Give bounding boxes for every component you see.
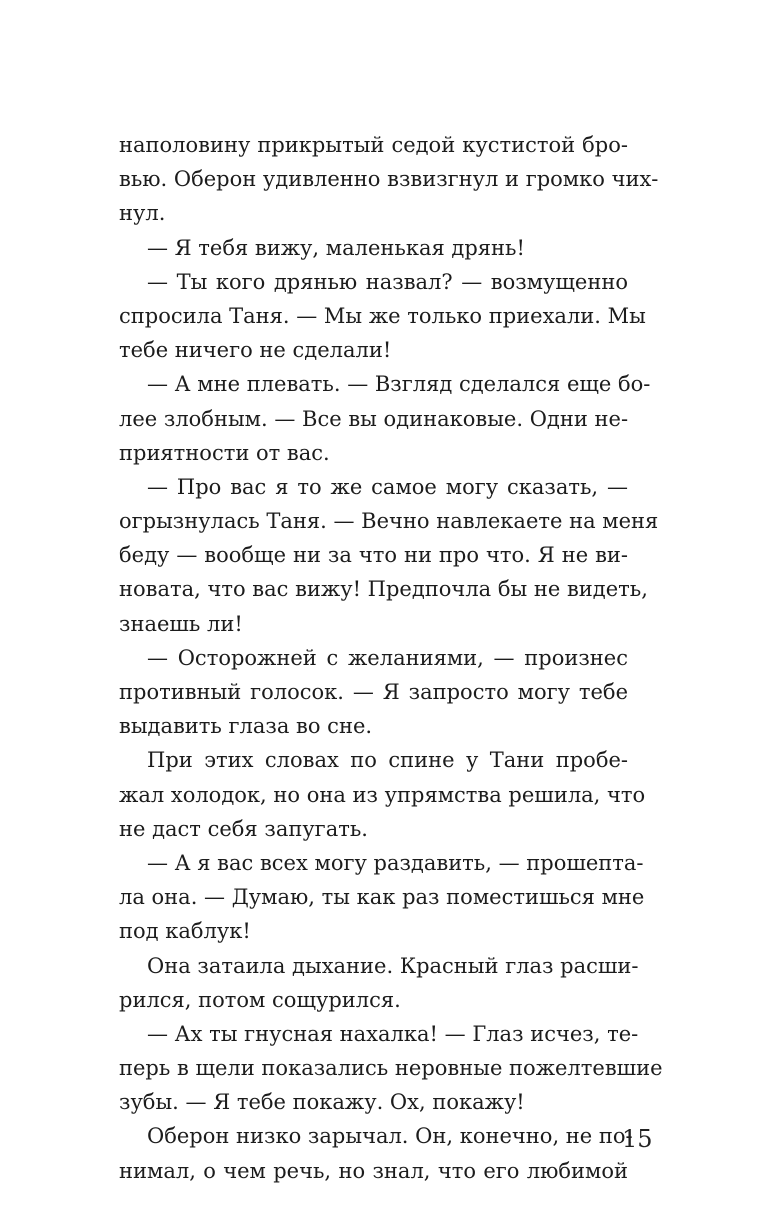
- text-line: — Ах ты гнусная нахалка! — Глаз исчез, те-: [147, 1021, 639, 1046]
- text-line: ла она. — Думаю, ты как раз поместишься мне: [119, 885, 645, 910]
- text-line: новата, что вас вижу! Предпочла бы не видеть,: [119, 577, 648, 602]
- text-line: приятности от вас.: [119, 440, 330, 465]
- text-line: — А мне плевать. — Взгляд сделался еще бо-: [147, 372, 651, 397]
- text-line: Оберон низко зарычал. Он, конечно, не по-: [147, 1124, 633, 1149]
- text-line: тебе ничего не сделали!: [119, 338, 392, 363]
- text-line: — Я тебя вижу, маленькая дрянь!: [147, 235, 525, 260]
- text-line: — А я вас всех могу раздавить, — прошепта-: [147, 850, 644, 875]
- text-line: спросила Таня. — Мы же только приехали. Мы: [119, 303, 646, 328]
- text-line: беду — вообще ни за что ни про что. Я не ви-: [119, 543, 628, 568]
- text-line: — Осторожней с желаниями, — произнес: [147, 645, 628, 670]
- text-line: перь в щели показались неровные пожелтевшие: [119, 1056, 663, 1081]
- text-line: не даст себя запугать.: [119, 816, 368, 841]
- text-line: нул.: [119, 201, 166, 226]
- text-line: огрызнулась Таня. — Вечно навлекаете на меня: [119, 509, 659, 534]
- text-line: знаешь ли!: [119, 611, 243, 636]
- text-line: лее злобным. — Все вы одинаковые. Одни не-: [119, 406, 629, 431]
- text-line: выдавить глаза во сне.: [119, 714, 373, 739]
- page-number: 15: [622, 1125, 653, 1153]
- text-line: жал холодок, но она из упрямства решила, что: [119, 782, 646, 807]
- text-line: наполовину прикрытый седой кустистой бро-: [119, 133, 628, 157]
- text-line: нимал, о чем речь, но знал, что его любимой: [119, 1158, 628, 1183]
- text-line: Она затаила дыхание. Красный глаз расши-: [147, 953, 639, 978]
- text-line: рился, потом сощурился.: [119, 987, 401, 1012]
- text-line: противный голосок. — Я запросто могу тебе: [119, 680, 628, 704]
- text-line: под каблук!: [119, 919, 251, 944]
- text-line: зубы. — Я тебе покажу. Ох, покажу!: [119, 1090, 525, 1115]
- text-line: — Про вас я то же самое могу сказать, —: [147, 474, 628, 499]
- text-line: вью. Оберон удивленно взвизгнул и громко чих-: [119, 167, 659, 192]
- text-line: — Ты кого дрянью назвал? — возмущенно: [147, 269, 628, 294]
- text-line: При этих словах по спине у Тани пробе-: [147, 748, 628, 773]
